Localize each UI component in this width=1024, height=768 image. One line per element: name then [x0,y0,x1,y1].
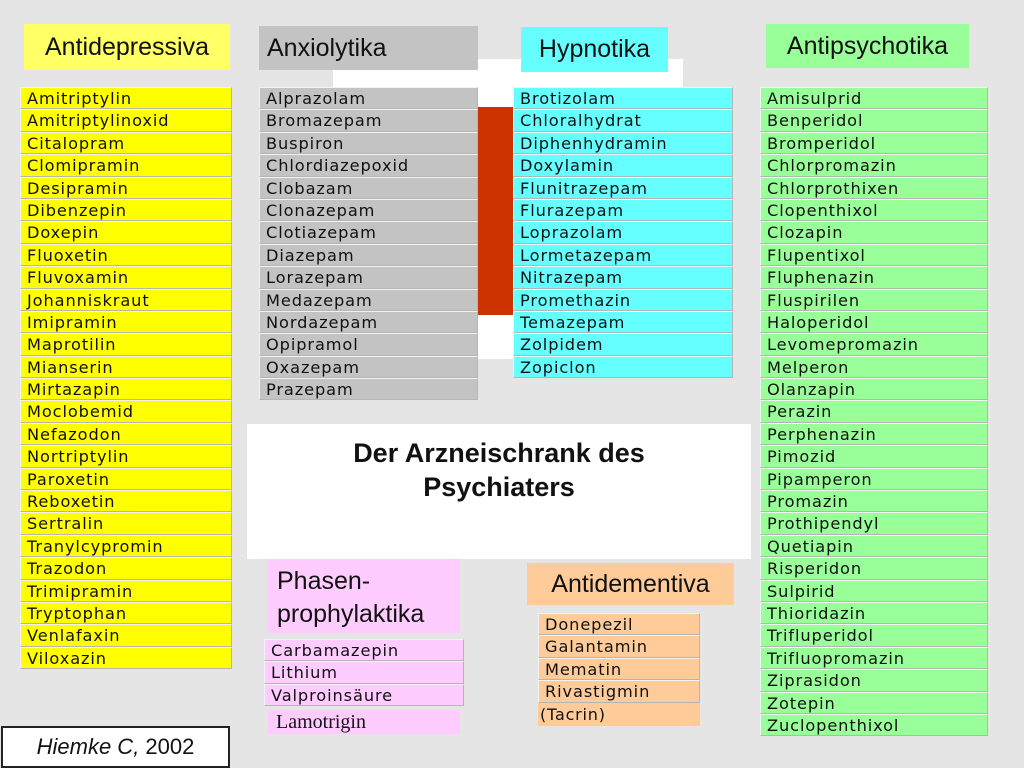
anxiolytika-item: Oxazepam [259,356,478,378]
antidepressiva-item: Trimipramin [20,580,232,602]
antipsychotika-item: Thioridazin [760,602,988,624]
antidementiva-item: Donepezil [538,613,700,635]
hypnotika-item: Brotizolam [513,87,733,109]
antipsychotika-item: Risperidon [760,557,988,579]
hypnotika-item: Zolpidem [513,333,733,355]
antipsychotika-item: Clozapin [760,221,988,243]
antidepressiva-item: Maprotilin [20,333,232,355]
anxiolytika-item: Chlordiazepoxid [259,154,478,176]
antipsychotika-item: Benperidol [760,109,988,131]
antipsychotika-item: Ziprasidon [760,669,988,691]
antipsychotika-item: Clopenthixol [760,199,988,221]
antidepressiva-item: Tryptophan [20,602,232,624]
header-antidepressiva: Antidepressiva [24,24,230,70]
antidepressiva-item: Paroxetin [20,468,232,490]
citation-author: Hiemke C, [36,734,140,759]
antipsychotika-item: Pimozid [760,445,988,467]
hypnotika-item: Zopiclon [513,356,733,378]
anxiolytika-item: Clobazam [259,177,478,199]
antipsychotika-item: Olanzapin [760,378,988,400]
antipsychotika-item: Quetiapin [760,535,988,557]
antidementiva-item: Galantamin [538,635,700,657]
anxiolytika-item: Alprazolam [259,87,478,109]
hypnotika-item: Flurazepam [513,199,733,221]
header-hypnotika: Hypnotika [521,27,668,72]
antidepressiva-item: Clomipramin [20,154,232,176]
anxiolytika-item: Clonazepam [259,199,478,221]
anxiolytika-item: Lorazepam [259,266,478,288]
hypnotika-item: Doxylamin [513,154,733,176]
antidepressiva-item: Viloxazin [20,647,232,669]
header-anxiolytika: Anxiolytika [259,26,478,70]
antidepressiva-item: Dibenzepin [20,199,232,221]
antipsychotika-item: Fluspirilen [760,289,988,311]
phasenprophylaktika-item: Lithium [264,661,464,683]
hypnotika-item: Temazepam [513,311,733,333]
antipsychotika-item: Pipamperon [760,468,988,490]
phasenprophylaktika-item: Valproinsäure [264,684,464,706]
hypnotika-item: Promethazin [513,289,733,311]
antipsychotika-item: Bromperidol [760,132,988,154]
anxiolytika-item: Medazepam [259,289,478,311]
antidepressiva-item: Mianserin [20,356,232,378]
header-phasenprophylaktika [267,559,460,633]
antipsychotika-item: Chlorprothixen [760,177,988,199]
antipsychotika-list [760,87,988,736]
antipsychotika-item: Levomepromazin [760,333,988,355]
anxiolytika-item: Buspiron [259,132,478,154]
anxiolytika-item: Prazepam [259,378,478,400]
anxiolytika-item: Clotiazepam [259,221,478,243]
hypnotika-item: Flunitrazepam [513,177,733,199]
anxiolytika-item: Diazepam [259,244,478,266]
phasenprophylaktika-extra: Lamotrigin [268,710,460,734]
antidementiva-item: Mematin [538,658,700,680]
antidepressiva-item: Reboxetin [20,490,232,512]
antipsychotika-item: Amisulprid [760,87,988,109]
antipsychotika-item: Flupentixol [760,244,988,266]
decor-red-block [478,107,513,315]
phasenprophylaktika-list [264,639,464,706]
antipsychotika-item: Sulpirid [760,580,988,602]
antidepressiva-item: Amitriptylin [20,87,232,109]
hypnotika-item: Nitrazepam [513,266,733,288]
anxiolytika-item: Bromazepam [259,109,478,131]
antipsychotika-item: Melperon [760,356,988,378]
antidepressiva-item: Imipramin [20,311,232,333]
antidepressiva-item: Amitriptylinoxid [20,109,232,131]
antidepressiva-item: Doxepin [20,221,232,243]
antidepressiva-item: Sertralin [20,512,232,534]
antipsychotika-item: Haloperidol [760,311,988,333]
hypnotika-list [513,87,733,378]
header-antipsychotika: Antipsychotika [766,24,969,68]
antipsychotika-item: Trifluopromazin [760,647,988,669]
antidepressiva-item: Mirtazapin [20,378,232,400]
antidementiva-extra: (Tacrin) [538,703,700,726]
antidepressiva-item: Fluoxetin [20,244,232,266]
antidepressiva-list [20,87,232,669]
antipsychotika-item: Zuclopenthixol [760,714,988,736]
antipsychotika-item: Fluphenazin [760,266,988,288]
antidepressiva-item: Fluvoxamin [20,266,232,288]
anxiolytika-list [259,87,478,400]
header-phasenprophylaktika-line1: Phasen- [277,567,371,595]
citation-year: 2002 [139,734,195,759]
antidepressiva-item: Venlafaxin [20,624,232,646]
antipsychotika-item: Chlorpromazin [760,154,988,176]
antipsychotika-item: Zotepin [760,692,988,714]
antipsychotika-item: Perphenazin [760,423,988,445]
antidepressiva-item: Trazodon [20,557,232,579]
antidepressiva-item: Johanniskraut [20,289,232,311]
antidepressiva-item: Moclobemid [20,400,232,422]
page-title: Der Arzneischrank des Psychiaters [353,438,645,502]
antidepressiva-item: Desipramin [20,177,232,199]
anxiolytika-item: Opipramol [259,333,478,355]
antidepressiva-item: Citalopram [20,132,232,154]
antidepressiva-item: Nortriptylin [20,445,232,467]
antipsychotika-item: Prothipendyl [760,512,988,534]
header-phasenprophylaktika-line2: prophylaktika [277,600,425,628]
hypnotika-item: Lormetazepam [513,244,733,266]
antipsychotika-item: Trifluperidol [760,624,988,646]
phasenprophylaktika-item: Carbamazepin [264,639,464,661]
antidepressiva-item: Nefazodon [20,423,232,445]
citation-box [1,726,230,768]
hypnotika-item: Loprazolam [513,221,733,243]
hypnotika-item: Diphenhydramin [513,132,733,154]
antidepressiva-item: Tranylcypromin [20,535,232,557]
antipsychotika-item: Perazin [760,400,988,422]
antipsychotika-item: Promazin [760,490,988,512]
title-box [247,424,751,559]
hypnotika-item: Chloralhydrat [513,109,733,131]
antidementiva-item: Rivastigmin [538,680,700,702]
anxiolytika-item: Nordazepam [259,311,478,333]
header-antidementiva: Antidementiva [527,563,734,605]
antidementiva-list [538,613,700,703]
